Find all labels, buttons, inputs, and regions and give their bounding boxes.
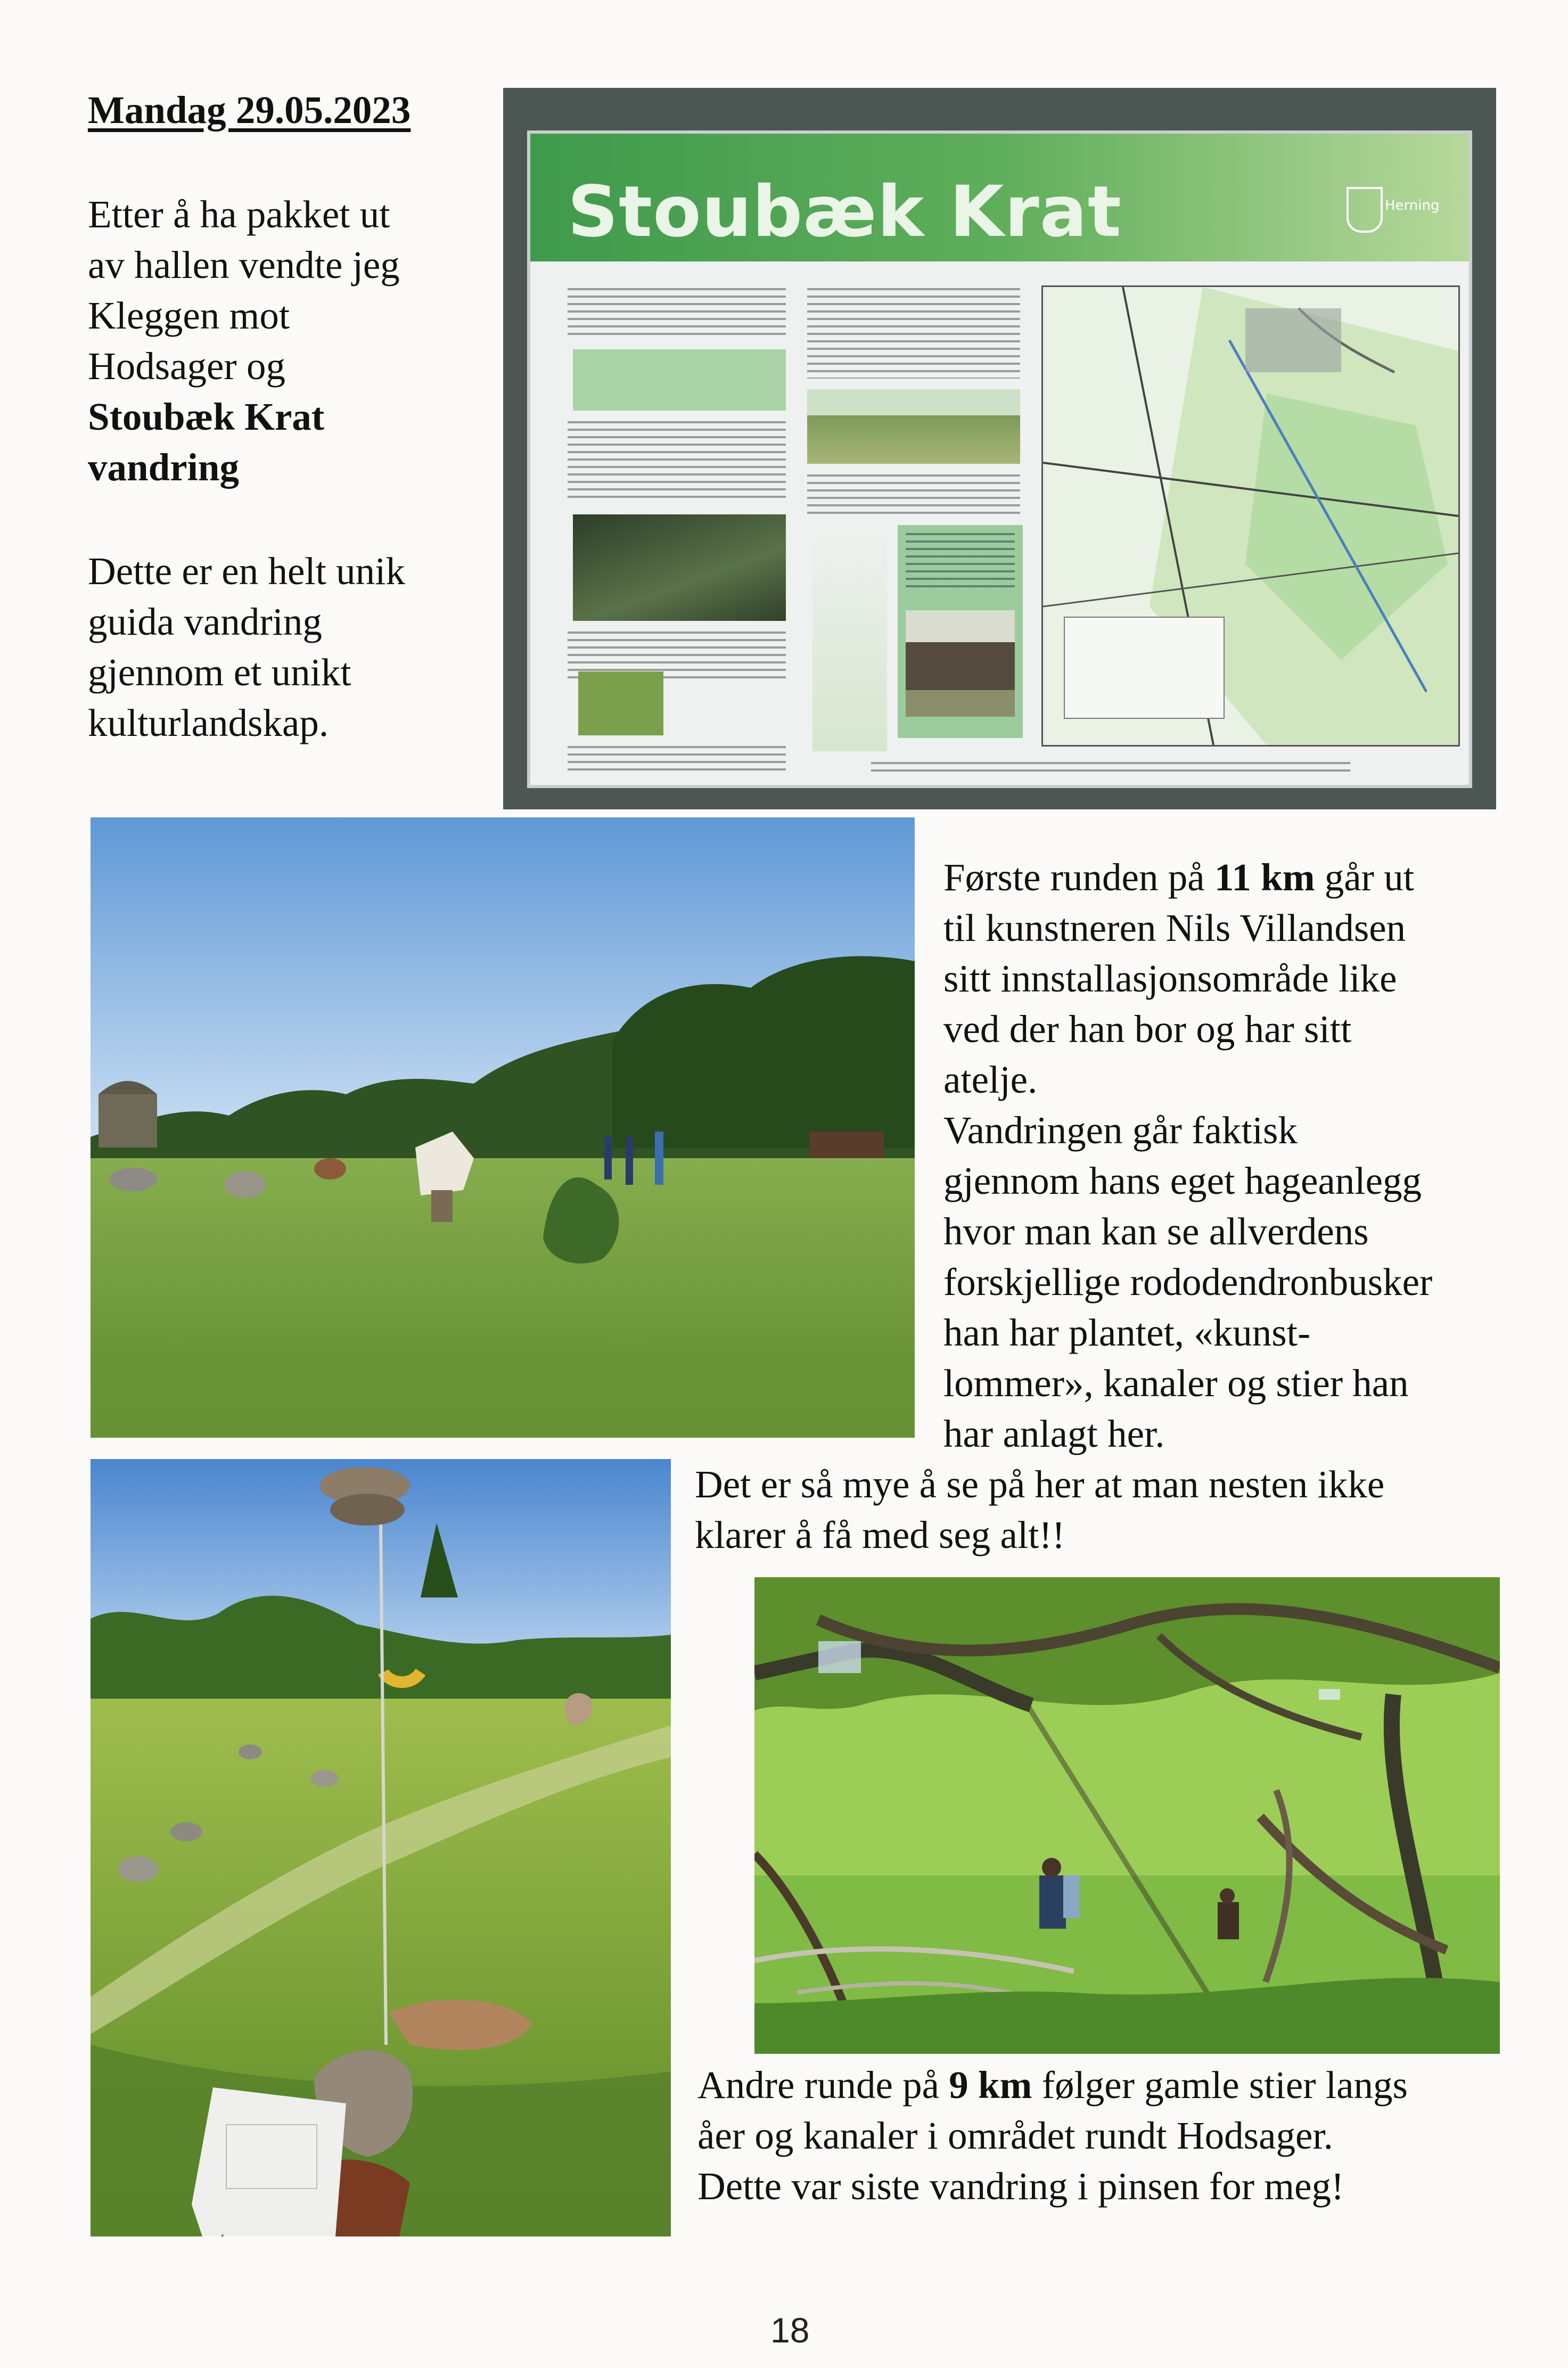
first-round-line: han har plantet, «kunst- — [943, 1311, 1311, 1354]
intro-bold-line: vandring — [88, 446, 239, 489]
intro-line: av hallen vendte jeg — [88, 243, 400, 286]
board-plant-photo — [578, 671, 663, 735]
municipality-logo: Herning — [1347, 187, 1437, 230]
first-round-line: Første runden på 11 km går ut — [943, 856, 1415, 899]
meadow-installation-photo — [91, 817, 915, 1438]
much-to-see-line: klarer å få med seg alt!! — [695, 1513, 1065, 1556]
description-line: kulturlandskap. — [88, 701, 329, 744]
description-line: gjennom et unikt — [88, 651, 351, 694]
second-round-line: Andre runde på 9 km følger gamle stier langs — [697, 2063, 1408, 2107]
second-round-line: åer og kanaler i området rundt Hodsager. — [697, 2114, 1333, 2157]
much-to-see-text — [695, 1459, 1384, 1560]
first-round-line: har anlagt her. — [943, 1412, 1165, 1455]
board-footer-text — [871, 762, 1350, 773]
first-round-line: atelje. — [943, 1058, 1038, 1101]
first-round-line: hvor man kan se allverdens — [943, 1210, 1369, 1253]
board-map — [1041, 285, 1460, 747]
description-line: guida vandring — [88, 600, 322, 643]
page-number: 18 — [770, 2310, 810, 2350]
first-round-line: ved der han bor og har sitt — [943, 1007, 1352, 1051]
sign-photo — [503, 88, 1496, 809]
board-green-box — [573, 349, 786, 411]
second-round-line: Dette var siste vandring i pinsen for meg! — [697, 2165, 1344, 2208]
board-text-block — [568, 746, 786, 775]
description-line: Dette er en helt unik — [88, 550, 405, 593]
board-title: Stoubæk Krat — [568, 171, 1122, 253]
first-round-line: forskjellige rododendronbusker — [943, 1260, 1433, 1304]
board-info-box — [898, 525, 1023, 738]
description-text — [88, 546, 405, 748]
board-text-block — [568, 421, 786, 501]
first-round-line: Vandringen går faktisk — [943, 1109, 1298, 1152]
intro-text — [88, 189, 400, 493]
page-heading: Mandag 29.05.2023 — [88, 88, 411, 132]
first-round-line: til kunstneren Nils Villandsen — [943, 906, 1406, 949]
board-plant-drawing — [812, 528, 887, 751]
first-round-line: gjennom hans eget hageanlegg — [943, 1159, 1422, 1202]
much-to-see-line: Det er så mye å se på her at man nesten ikke — [695, 1463, 1385, 1506]
intro-line: Kleggen mot — [88, 294, 290, 337]
board-field-photo — [807, 389, 1020, 464]
board-forest-photo — [573, 514, 786, 621]
second-round-text — [697, 2060, 1408, 2211]
board-header — [530, 134, 1469, 261]
board-text-block — [807, 474, 1020, 517]
first-round-line: lommer», kanaler og stier han — [943, 1362, 1409, 1405]
first-round-line: sitt innstallasjonsområde like — [943, 957, 1397, 1000]
forest-hikers-photo — [754, 1577, 1500, 2054]
first-round-text — [943, 852, 1432, 1459]
board-text-block — [568, 288, 786, 339]
intro-line: Hodsager og — [88, 345, 285, 388]
information-board — [527, 130, 1472, 788]
intro-line: Etter å ha pakket ut — [88, 193, 390, 236]
stone-sculpture-path-photo — [91, 1459, 671, 2236]
intro-bold-line: Stoubæk Krat — [88, 395, 325, 438]
board-text-block — [807, 288, 1020, 379]
